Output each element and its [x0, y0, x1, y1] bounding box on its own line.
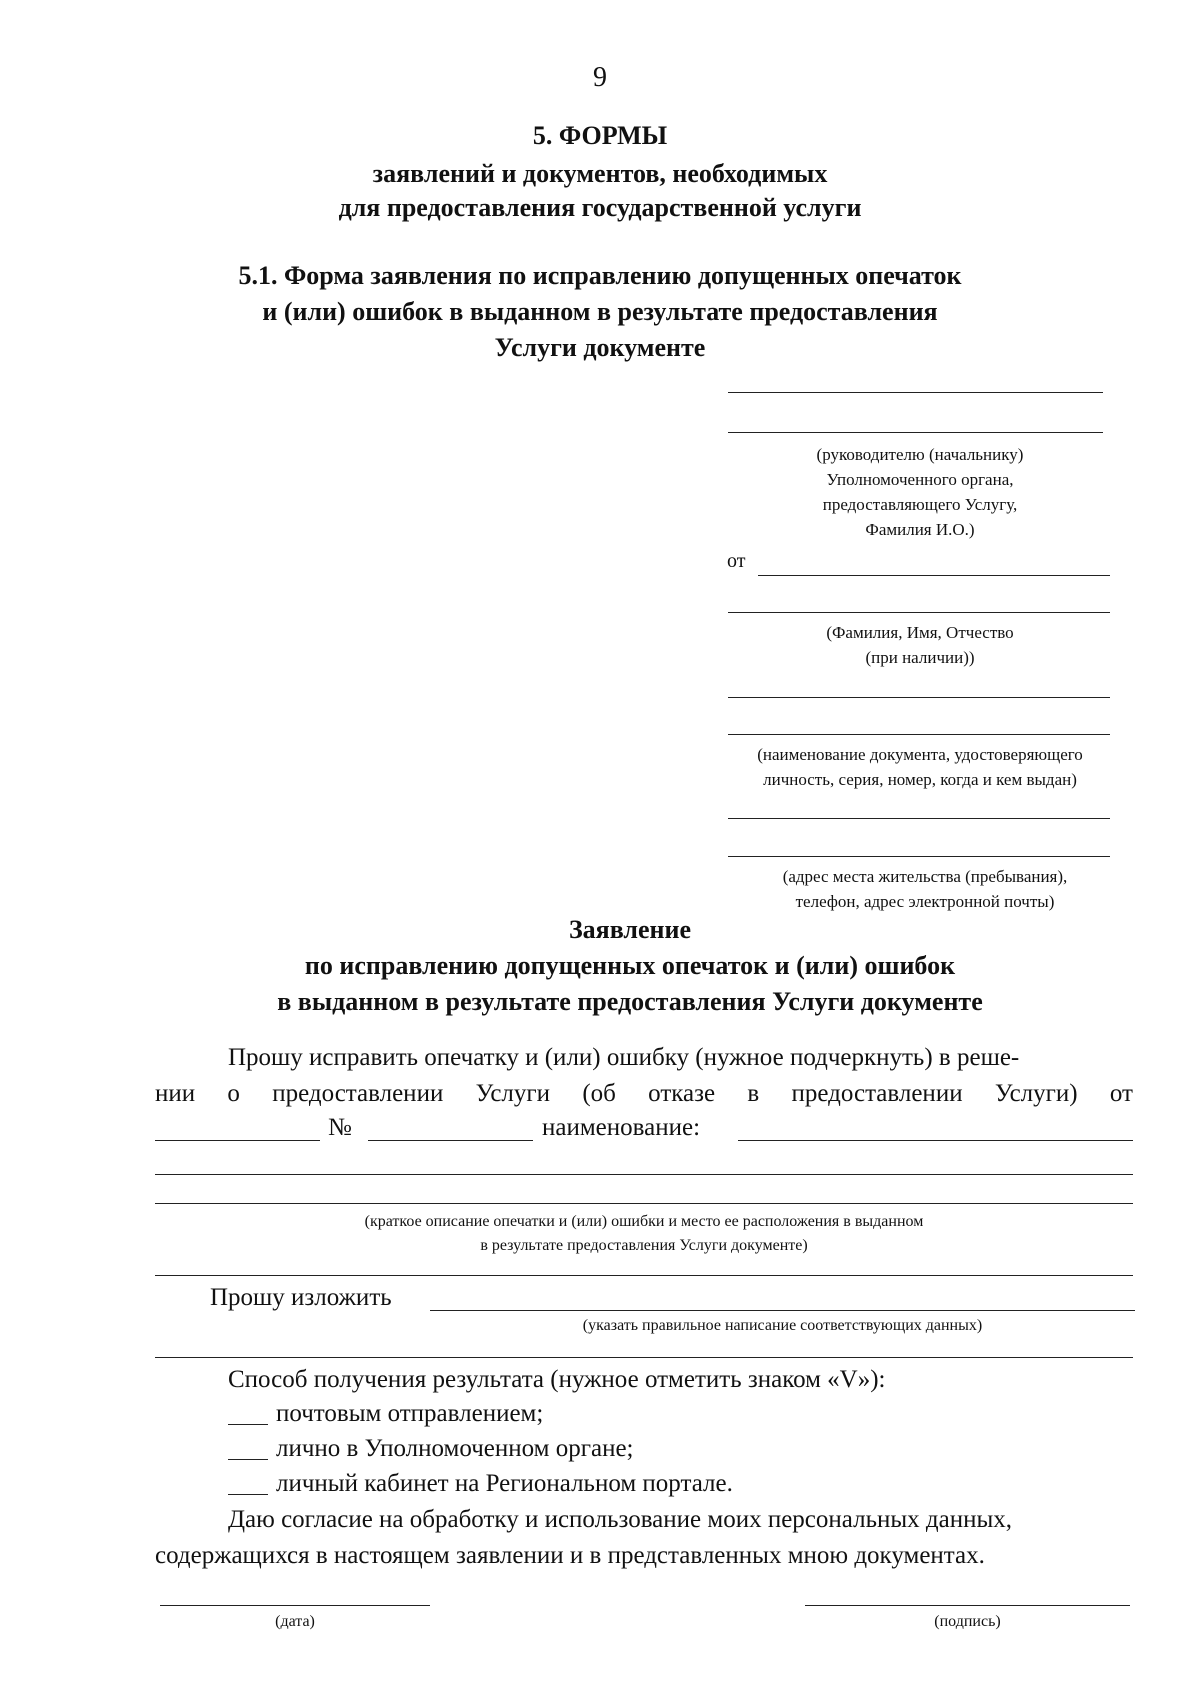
address-line-1 — [728, 818, 1110, 819]
address-line-2 — [728, 856, 1110, 857]
application-title: Заявление — [568, 915, 692, 944]
doc-caption-1: (наименование документа, удостоверяющего — [757, 745, 1083, 764]
application-subtitle-1: по исправлению допущенных опечаток и (или) ошибок — [304, 951, 956, 980]
application-subtitle-2: в выданном в результате предоставления Услуги документе — [277, 987, 983, 1016]
address-caption-1: (адрес места жительства (пребывания), — [782, 867, 1068, 886]
option-checkbox-portal[interactable] — [228, 1494, 268, 1495]
option-mail: почтовым отправлением; — [276, 1400, 544, 1427]
signature-caption: (подпись) — [934, 1613, 1001, 1630]
error-caption-2: в результате предоставления Услуги документе) — [480, 1237, 808, 1254]
error-caption-1: (краткое описание опечатки и (или) ошибки и место ее расположения в выданном — [364, 1213, 924, 1230]
addressee-caption-1: (руководителю (начальнику) — [816, 445, 1024, 464]
method-label: Способ получения результата (нужное отметить знаком «V»): — [228, 1366, 886, 1393]
consent-line-2: содержащихся в настоящем заявлении и в представленных мною документах. — [155, 1542, 985, 1569]
fio-caption-1: (Фамилия, Имя, Отчество — [826, 623, 1014, 642]
error-line-2 — [155, 1203, 1133, 1204]
error-line-1 — [155, 1174, 1133, 1175]
page-number: 9 — [593, 62, 607, 93]
addressee-line-2 — [728, 432, 1103, 433]
consent-line-1: Даю согласие на обработку и использование моих персональных данных, — [228, 1506, 1013, 1533]
option-portal: личный кабинет на Региональном портале. — [276, 1470, 733, 1497]
section-title: 5. ФОРМЫ — [532, 121, 668, 150]
section-subtitle-line1: заявлений и документов, необходимых — [372, 159, 828, 188]
addressee-line-1 — [728, 392, 1103, 393]
subsection-title-line3: Услуги документе — [494, 333, 706, 362]
doc-caption-2: личность, серия, номер, когда и кем выдан) — [763, 770, 1077, 789]
number-sign: № — [328, 1114, 352, 1141]
address-caption-2: телефон, адрес электронной почты) — [795, 892, 1055, 911]
option-checkbox-in-person[interactable] — [228, 1459, 268, 1460]
addressee-caption-3: предоставляющего Услугу, — [822, 495, 1018, 514]
restate-caption: (указать правильное написание соответствующих данных) — [582, 1317, 983, 1334]
date-caption: (дата) — [275, 1613, 315, 1630]
subsection-title-line1: 5.1. Форма заявления по исправлению допущенных опечаток — [238, 261, 962, 290]
number-field-line — [368, 1140, 533, 1141]
addressee-caption-4: Фамилия И.О.) — [865, 520, 975, 539]
restate-label: Прошу изложить — [210, 1284, 392, 1311]
date-field-line — [155, 1140, 320, 1141]
date-signature-line — [160, 1605, 430, 1606]
from-line — [758, 575, 1110, 576]
option-in-person: лично в Уполномоченном органе; — [276, 1435, 634, 1462]
addressee-caption-2: Уполномоченного органа, — [826, 470, 1014, 489]
restate-field-line — [430, 1310, 1135, 1311]
name-label: наименование: — [542, 1114, 701, 1141]
doc-line-1 — [728, 697, 1110, 698]
fio-line — [728, 612, 1110, 613]
option-checkbox-mail[interactable] — [228, 1424, 268, 1425]
fio-caption-2: (при наличии)) — [865, 648, 975, 667]
signature-line — [805, 1605, 1130, 1606]
request-text-line1: Прошу исправить опечатку и (или) ошибку (нужное подчеркнуть) в реше- — [228, 1044, 1020, 1071]
subsection-title-line2: и (или) ошибок в выданном в результате предоставления — [262, 297, 938, 326]
from-label: от — [727, 550, 746, 572]
error-line-3 — [155, 1275, 1133, 1276]
request-text-line2: нии о предоставлении Услуги (об отказе в предоставлении Услуги) от — [155, 1080, 1133, 1107]
doc-line-2 — [728, 734, 1110, 735]
name-field-line — [738, 1140, 1133, 1141]
restate-line-2 — [155, 1357, 1133, 1358]
section-subtitle-line2: для предоставления государственной услуги — [338, 193, 862, 222]
